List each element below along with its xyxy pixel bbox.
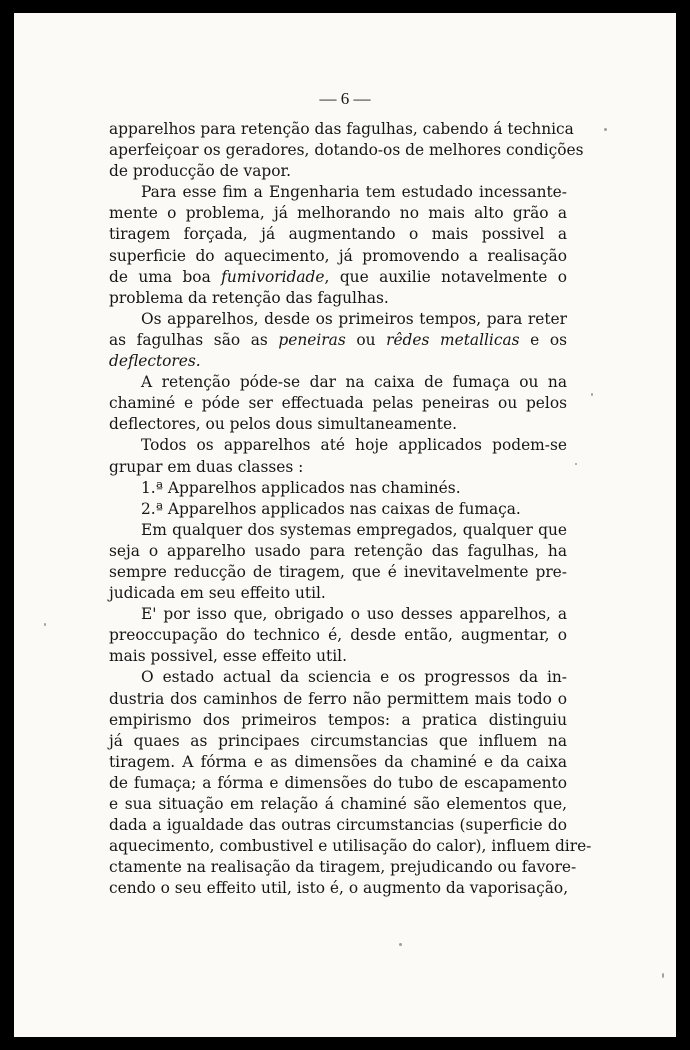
italic-term: fumivoridade xyxy=(221,267,325,286)
text-line: Os apparelhos, desde os primeiros tempos, para reter xyxy=(141,309,567,328)
text-line: preoccupação do technico é, desde então, augmentar, o xyxy=(109,626,567,645)
text-line: mente o problema, já melhorando no mais alto grão a xyxy=(109,204,567,223)
scan-speck xyxy=(604,128,607,131)
scan-speck xyxy=(591,393,593,396)
text-line: chaminé e póde ser effectuada pelas peneiras ou pelos xyxy=(109,394,567,413)
text-line: grupar em duas classes : xyxy=(109,457,304,476)
text-line: já quaes as principaes circumstancias que influem na xyxy=(109,731,567,750)
text-line: A retenção póde-se dar na caixa de fumaça ou na xyxy=(141,373,567,392)
text-line: e sua situação em relação á chaminé são elementos que, xyxy=(109,795,567,813)
text-line: judicada em seu effeito util. xyxy=(109,584,326,603)
text-line: superficie do aquecimento, já promovendo a realisação xyxy=(109,246,567,265)
text-line: tiragem forçada, já augmentando o mais possivel a xyxy=(109,225,567,244)
text-line: cendo o seu effeito util, isto é, o augmento da vaporisação, xyxy=(109,879,569,898)
text-line: aperfeiçoar os geradores, dotando-os de melhores condições xyxy=(109,141,584,160)
italic-term: peneiras xyxy=(278,330,346,349)
text-line: as fagulhas são as peneiras ou rêdes metallicas e os xyxy=(109,330,567,349)
text-line: Em qualquer dos systemas empregados, qualquer que xyxy=(141,520,567,539)
text-line: 2.ª Apparelhos applicados nas caixas de fumaça. xyxy=(141,499,521,518)
text-line: problema da retenção das fagulhas. xyxy=(109,288,389,307)
text-line: Todos os apparelhos até hoje applicados podem-se xyxy=(141,436,567,455)
text-line: de uma boa fumivoridade, que auxilie notavelmente o xyxy=(109,267,567,286)
scan-speck xyxy=(662,973,664,978)
text-line: tiragem. A fórma e as dimensões da chaminé e da caixa xyxy=(109,752,567,771)
text-line: seja o apparelho usado para retenção das fagulhas, ha xyxy=(109,541,567,560)
scan-speck xyxy=(44,623,46,626)
text-line: E' por isso que, obrigado o uso desses apparelhos, a xyxy=(141,605,567,624)
text-line: mais possivel, esse effeito util. xyxy=(109,647,347,666)
scan-speck xyxy=(575,463,577,465)
text-line: 1.ª Apparelhos applicados nas chaminés. xyxy=(141,478,461,497)
text-line: ctamente na realisação da tiragem, prejudicando ou favore- xyxy=(109,858,577,877)
scanned-page xyxy=(14,13,676,1037)
text-line: aquecimento, combustivel e utilisação do calor), influem dire- xyxy=(109,837,592,856)
text-line: Para esse fim a Engenharia tem estudado incessante- xyxy=(141,183,567,202)
text-line: dustria dos caminhos de ferro não permittem mais todo o xyxy=(109,689,567,708)
text-line: de fumaça; a fórma e dimensões do tubo de escapamento xyxy=(109,773,567,792)
body-text xyxy=(109,119,592,899)
text-line: O estado actual da sciencia e os progressos da in- xyxy=(141,668,567,687)
text-line xyxy=(109,351,567,372)
page-number: — 6 — xyxy=(319,89,371,108)
text-line: apparelhos para retenção das fagulhas, cabendo á technica xyxy=(109,120,574,138)
scan-speck xyxy=(399,943,402,946)
text-line: empirismo dos primeiros tempos: a pratica distinguiu xyxy=(109,710,567,729)
text-line: de producção de vapor. xyxy=(109,162,292,181)
italic-term: deflectores. xyxy=(109,352,201,371)
text-line: deflectores, ou pelos dous simultaneamente. xyxy=(109,415,457,434)
text-line: sempre reducção de tiragem, que é inevitavelmente pre- xyxy=(109,562,567,581)
italic-term: rêdes metallicas xyxy=(386,330,520,349)
text-line: dada a igualdade das outras circumstancias (superficie do xyxy=(109,816,567,835)
